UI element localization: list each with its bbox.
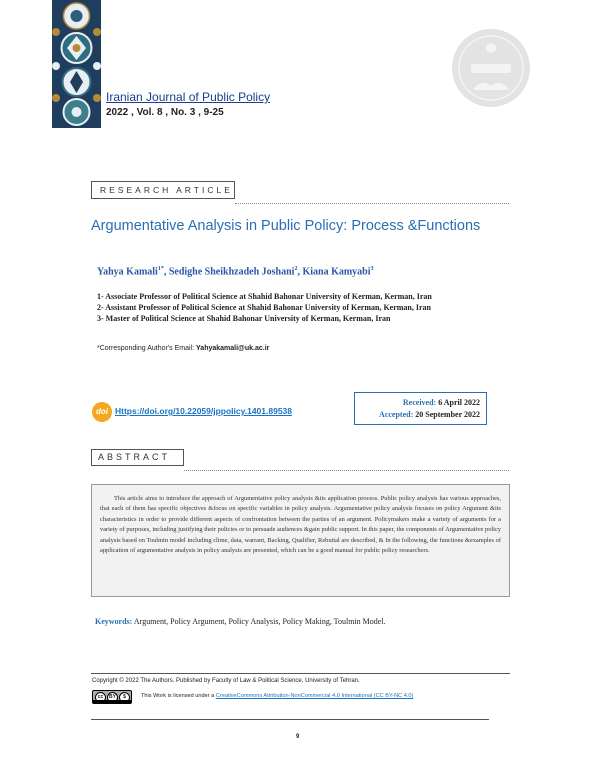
copyright-notice: Copyright © 2022 The Authors. Published by Faculty of Law & Political Science, University of Tehran. — [92, 678, 360, 684]
accepted-date: 20 September 2022 — [415, 410, 480, 419]
affiliation-2: 2- Assistant Professor of Political Science at Shahid Bahonar University of Kerman, Kerman, Iran — [97, 303, 431, 312]
cc-license-badge[interactable] — [92, 690, 132, 704]
footer-rule — [91, 719, 489, 720]
paper-title: Argumentative Analysis in Public Policy: Process &Functions — [91, 218, 481, 234]
corresponding-author — [97, 345, 269, 352]
page-number: 9 — [296, 734, 300, 740]
received-date: 6 April 2022 — [438, 398, 480, 407]
corresponding-email[interactable]: Yahyakamali@uk.ac.ir — [196, 345, 270, 352]
article-type-label: RESEARCH ARTICLE — [91, 181, 235, 199]
received-label: Received: — [402, 398, 437, 407]
abstract-text: This article aims to introduce the approach of Argumentative policy analysis &its application process. Public policy analysis has various approaches, that each of them has specific objectives &focus on specific variables in policy analysis. Argumentative policy analysis focuses on policy Argument &its characteristics in order to provide different aspects of confrontation between the parties of an argument. Policymakers make a variety of arguments for a variety of purposes, including justifying their policies or to persuade audiences &gain public support. In this paper, the components of Argumentative policy analysis based on Toulmin model including clime, data, warrant, Backing, Qualifier, Rebuttal are described, & In the following, the functions &examples of application of argumentative analysis in policy analysis are presented, which can be a good manual for public policy researchers. — [91, 484, 510, 597]
author-name: Yahya Kamali — [97, 266, 158, 278]
doi-icon — [92, 402, 112, 422]
license-prefix: This Work is licensed under a — [141, 693, 215, 699]
divider — [184, 470, 509, 471]
divider — [235, 203, 509, 204]
university-seal-logo — [451, 28, 531, 108]
accepted-label: Accepted: — [379, 410, 414, 419]
corresponding-label: *Corresponding Author's Email: — [97, 345, 195, 352]
author-mark: 2 — [294, 266, 298, 272]
nc-icon: $ — [119, 692, 130, 703]
keywords — [95, 617, 386, 626]
author-list: Yahya Kamali$^{1*}$, Sedighe Sheikhzadeh Joshani$^2$, Kiana Kamyabi$^3$ — [97, 266, 374, 278]
license-statement — [141, 693, 413, 699]
tile-pattern-icon — [52, 0, 101, 128]
cc-icon: cc — [95, 692, 106, 703]
keywords-value: Argument, Policy Argument, Policy Analysis, Policy Making, Toulmin Model. — [133, 617, 386, 626]
author-name: Sedighe Sheikhzadeh Joshani — [168, 266, 295, 278]
author-name: Kiana Kamyabi — [302, 266, 371, 278]
journal-name[interactable]: Iranian Journal of Public Policy — [106, 90, 271, 104]
author-mark: 1* — [157, 266, 164, 272]
doi-link[interactable]: Https://doi.org/10.22059/jppolicy.1401.89538 — [115, 406, 293, 416]
footer-rule — [91, 673, 510, 674]
dates-box — [354, 392, 487, 425]
author-mark: 3 — [370, 266, 374, 272]
abstract-heading: ABSTRACT — [91, 449, 184, 466]
license-link[interactable]: CreativeCommons Attribution-NonCommercial 4.0 International (CC BY-NC 4.0) — [215, 693, 414, 699]
affiliation-1: 1- Associate Professor of Political Science at Shahid Bahonar University of Kerman, Kerman, Iran — [97, 292, 432, 301]
doi-logo-text: doi — [96, 407, 108, 416]
badge-strip — [93, 700, 131, 703]
keywords-label: Keywords: — [95, 617, 133, 626]
decorative-tile-strip — [52, 0, 101, 128]
affiliation-3: 3- Master of Political Science at Shahid Bahonar University of Kerman, Kerman, Iran — [97, 314, 391, 323]
seal-icon — [451, 28, 531, 108]
by-icon: BY — [107, 692, 118, 703]
journal-issue: 2022 , Vol. 8 , No. 3 , 9-25 — [106, 107, 224, 118]
